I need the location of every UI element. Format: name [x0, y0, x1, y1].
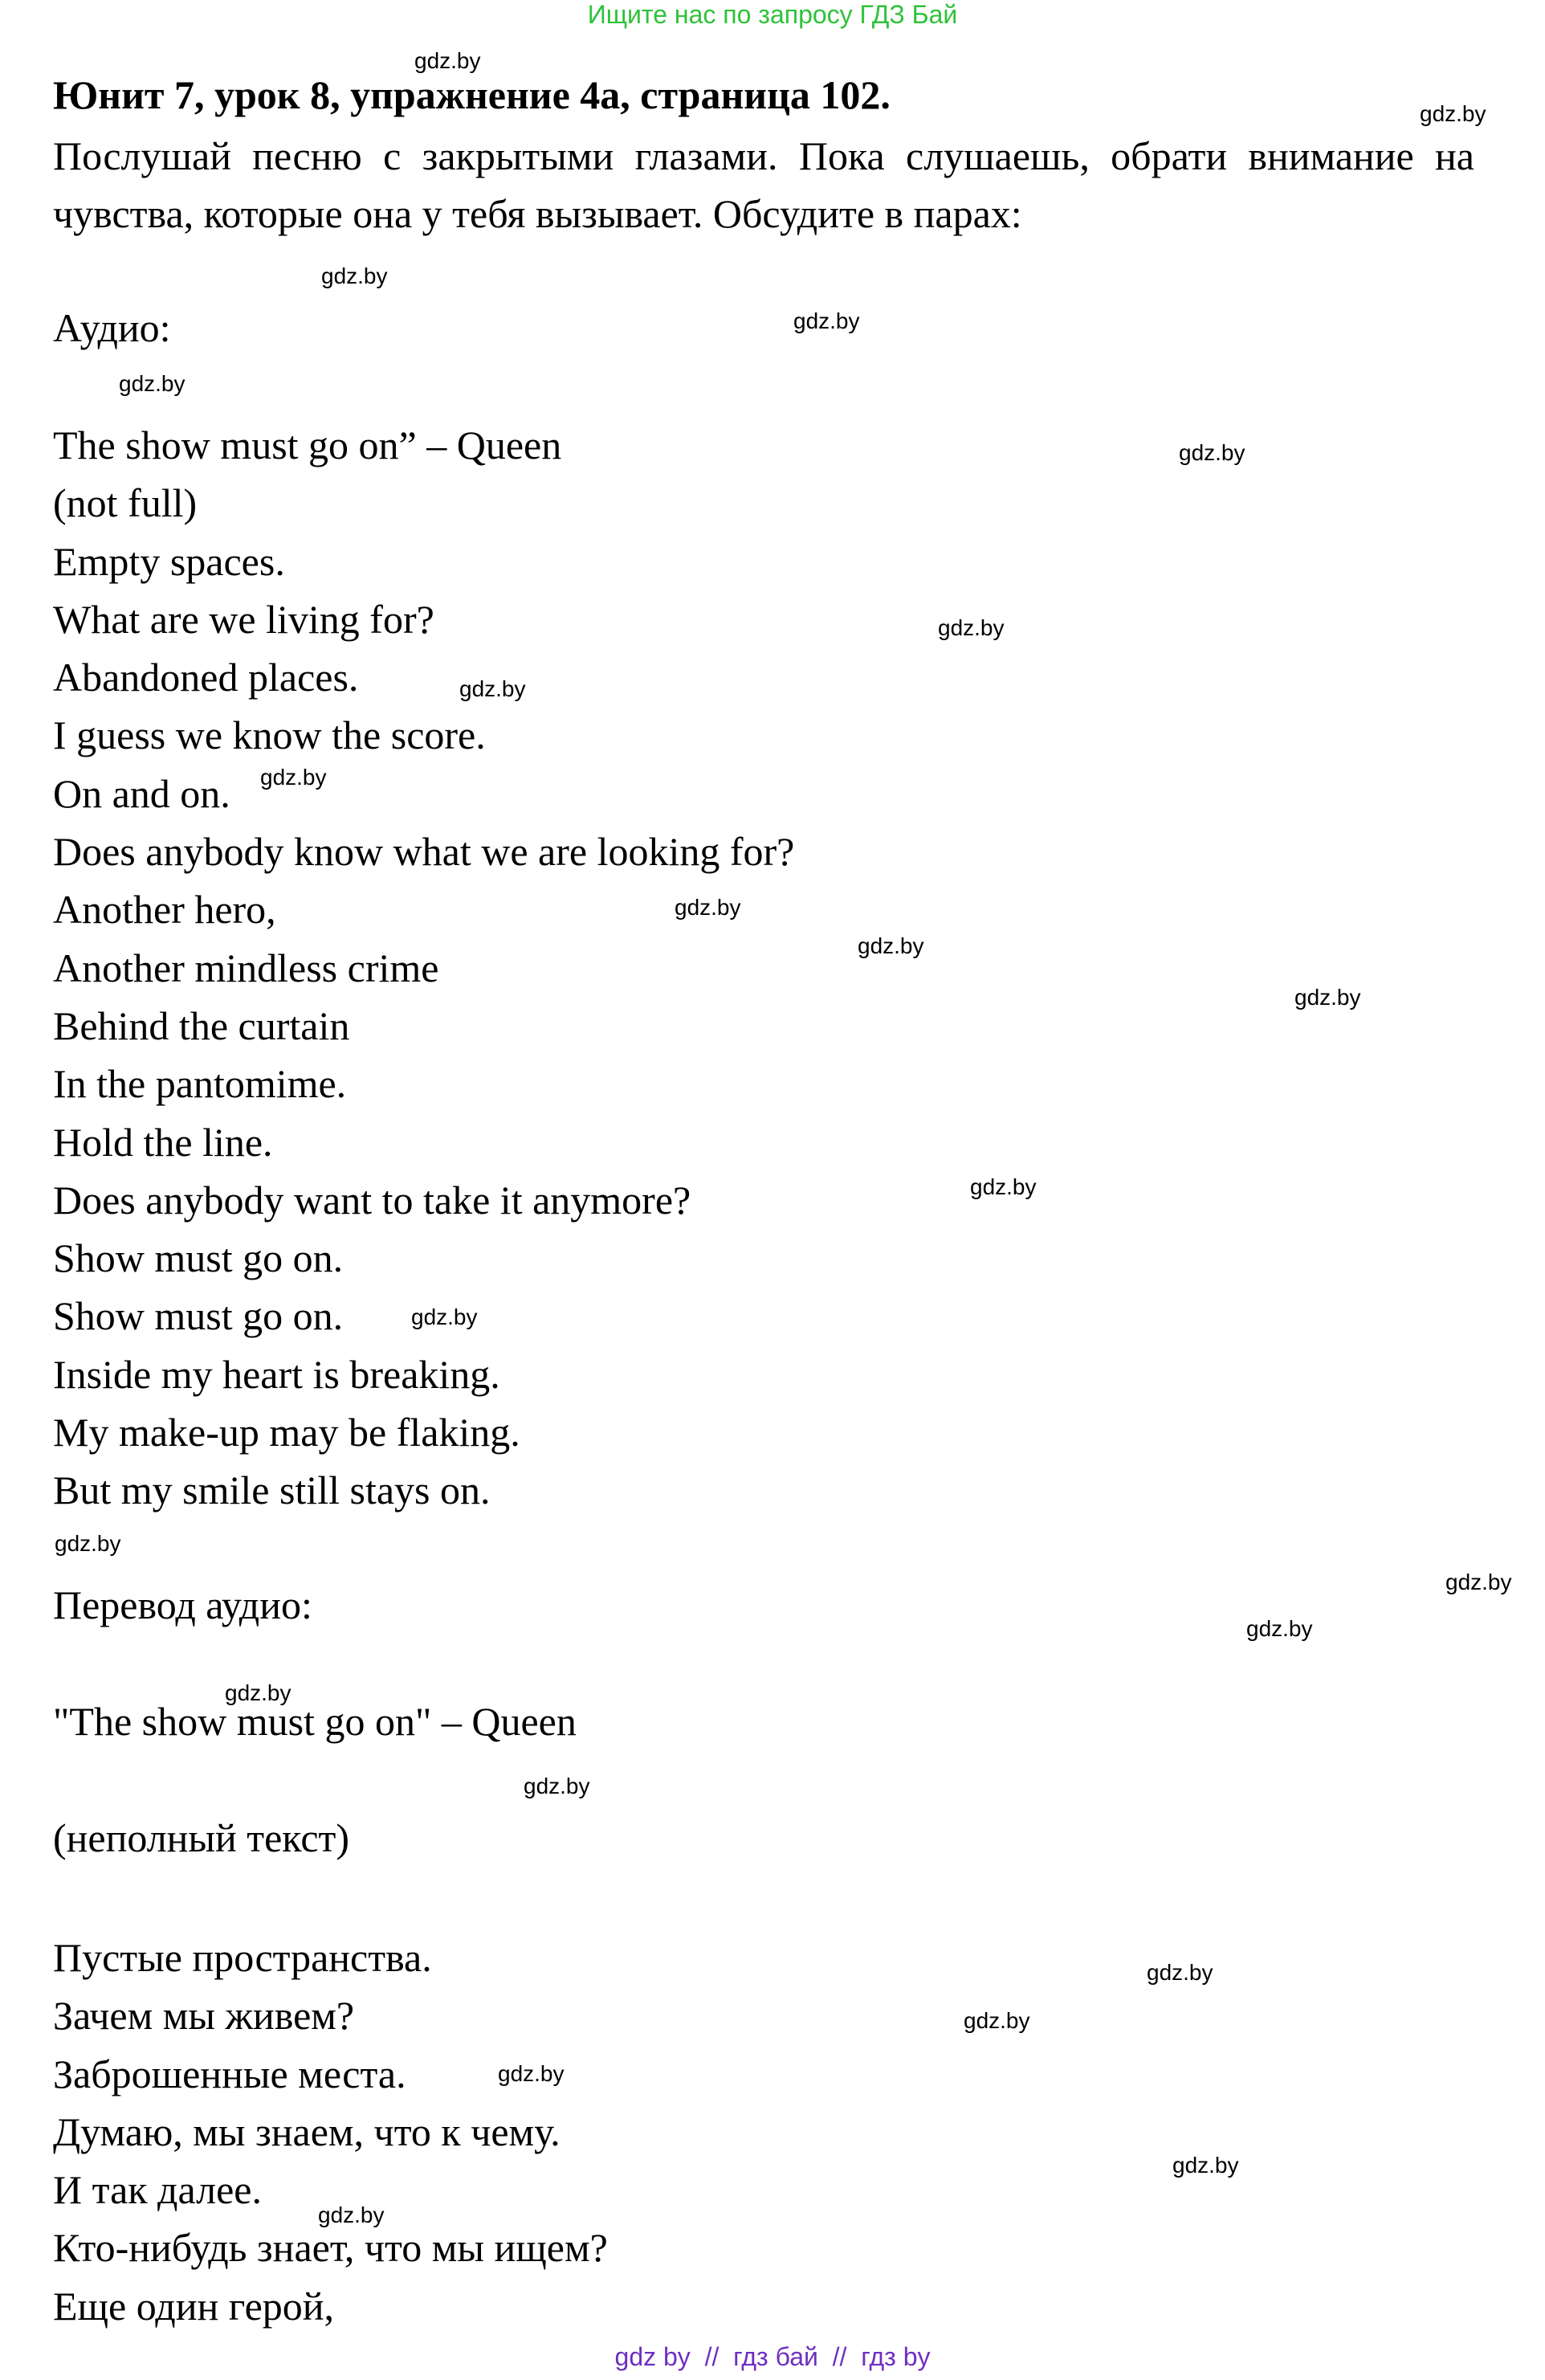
translation-title: "The show must go on" – Queen [53, 1699, 577, 1744]
lyric-line: My make-up may be flaking. [53, 1410, 520, 1455]
lyric-line: I guess we know the score. [53, 712, 486, 758]
translation-label: Перевод аудио: [53, 1582, 312, 1627]
watermark: gdz.by [964, 2008, 1030, 2033]
watermark: gdz.by [119, 371, 185, 396]
translation-lyrics [53, 1929, 608, 2335]
lyric-line: Behind the curtain [53, 1002, 350, 1048]
audio-label: Аудио: [53, 305, 171, 350]
watermark: gdz.by [1147, 1960, 1213, 1985]
lyric-line: Show must go on. [53, 1235, 344, 1281]
watermark: gdz.by [1294, 985, 1361, 1010]
watermark: gdz.by [675, 895, 741, 920]
watermark: gdz.by [459, 676, 526, 701]
watermark: gdz.by [411, 1304, 478, 1329]
watermark: gdz.by [524, 1774, 590, 1798]
translation-line: Заброшенные места. [53, 2051, 406, 2096]
translation-line: Думаю, мы знаем, что к чему. [53, 2109, 561, 2154]
song-title: The show must go on” – Queen [53, 423, 562, 467]
watermark: gdz.by [414, 48, 481, 73]
translation-line: Пустые пространства. [53, 1935, 432, 1980]
lyric-line: Inside my heart is breaking. [53, 1351, 500, 1397]
top-banner: Ищите нас по запросу ГДЗ Бай [587, 0, 958, 29]
lyric-line: Hold the line. [53, 1119, 273, 1165]
lyric-line: Abandoned places. [53, 655, 359, 700]
lyric-line: But my smile still stays on. [53, 1468, 491, 1513]
translation-line: Еще один герой, [53, 2283, 335, 2329]
translation-line: Кто-нибудь знает, что мы ищем? [53, 2225, 608, 2271]
watermark: gdz.by [970, 1174, 1037, 1199]
lyric-line: On and on. [53, 770, 230, 816]
watermark: gdz.by [1445, 1570, 1512, 1594]
watermark: gdz.by [1420, 101, 1486, 126]
lyric-line: Does anybody know what we are looking for? [53, 829, 795, 875]
watermark: gdz.by [498, 2061, 565, 2086]
watermark: gdz.by [1172, 2153, 1239, 2178]
lyric-line: What are we living for? [53, 596, 434, 642]
lyric-line: In the pantomime. [53, 1061, 347, 1107]
translation-line: Зачем мы живем? [53, 1993, 355, 2039]
lyric-line: Show must go on. [53, 1293, 344, 1339]
watermark: gdz.by [1246, 1616, 1313, 1641]
exercise-instruction: Послушай песню с закрытыми глазами. Пока слушаешь, обрати внимание на чувства, которые она у тебя вызывает. Обсудите в парах: [53, 133, 1474, 236]
lyric-line: Does anybody want to take it anymore? [53, 1177, 691, 1223]
translation-note: (неполный текст) [53, 1815, 350, 1860]
watermark: gdz.by [260, 765, 327, 790]
lyric-line: Another mindless crime [53, 945, 439, 990]
translation-line: И так далее. [53, 2167, 262, 2213]
page-title: Юнит 7, урок 8, упражнение 4а, страница 102. [53, 72, 891, 117]
watermark: gdz.by [318, 2202, 385, 2227]
watermark: gdz.by [321, 263, 388, 288]
footer-links: gdz by // гдз бай // гдз by [614, 2342, 931, 2371]
song-note: (not full) [53, 480, 198, 526]
watermark: gdz.by [858, 933, 924, 958]
watermark: gdz.by [225, 1680, 291, 1705]
watermark: gdz.by [938, 615, 1005, 640]
watermark: gdz.by [793, 308, 860, 333]
watermark: gdz.by [1179, 440, 1245, 465]
song-lyrics [53, 416, 794, 1520]
lyric-line: Another hero, [53, 887, 276, 933]
watermark: gdz.by [55, 1531, 121, 1556]
lyric-line: Empty spaces. [53, 538, 285, 584]
